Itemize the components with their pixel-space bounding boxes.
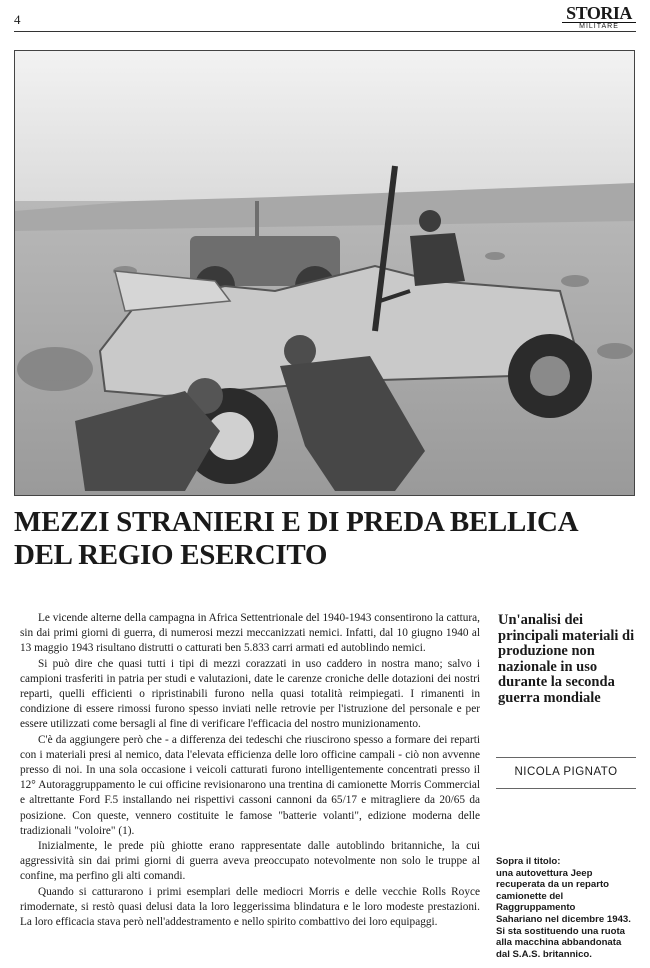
body-paragraph: Le vicende alterne della campagna in Africa Settentrionale del 1940-1943 consentirono la cattura, sin dai primi giorni di guerra, di numerosi mezzi meccanizzati nemici. Infatti, dal 10 giugno 1940 al 13 maggio 1943 risultano distrutti o catturati ben 5.833 carri armati ed autoblindo nemici. (20, 612, 480, 655)
masthead-subtitle: MILITARE (562, 22, 636, 32)
caption-line: camionette del Raggruppamento (496, 890, 576, 914)
body-paragraph: Quando si catturarono i primi esemplari delle mediocri Morris e delle vecchie Rolls Royce rimodernate, si restò quasi delusi data la loro leggerissima blindatura e le loro modeste prestazioni. La loro efficacia stava però nell'addestramento e nello spirito combattivo dei loro equipaggi. (20, 885, 480, 929)
jeep-photo-illustration (15, 51, 634, 495)
body-paragraph: C'è da aggiungere però che - a differenza dei tedeschi che riuscirono spesso a formare dei reparti con i materiali presi al nemico, data l'elevata efficienza delle loro officine campali - ciò non avvenne presso di noi. In una sola occasione i veicoli catturati furono intelligentemente concentrati presso il 12° Autoraggruppamento le cui officine revisionarono una trentina di camionette Morris Commercial e altrettante Ford F.5 installando nei rispettivi cassoni cannoni da 65/17 e mitragliere da 20/65 da posizione. Con queste, vennero costituite le famose "batterie volanti", edizione moderna delle tradizionali "voloire" (1). (20, 733, 480, 837)
page-number: 4 (14, 12, 21, 27)
article-headline (14, 506, 634, 572)
author-name: NICOLA PIGNATO (514, 766, 618, 778)
caption-line: recuperata da un reparto (496, 879, 610, 891)
jeep-photograph (14, 50, 635, 496)
masthead-title: STORIA (566, 3, 632, 23)
article-body (20, 611, 480, 930)
photo-caption (496, 856, 641, 960)
caption-line: Sopra il titolo: (496, 856, 561, 867)
headline-line-2: DEL REGIO ESERCITO (14, 539, 328, 571)
body-paragraph: Si può dire che quasi tutti i tipi di mezzi corazzati in uso caddero in nostra mano; salvo i campioni trasferiti in patria per studi e valutazioni, date le carenze croniche delle dotazioni dei nostri reparti, quelli efficienti o ripristinabili furono nella quasi totalità reimpiegati. I rimanenti in condizione di essere rimossi furono spesso inviati nelle retrovie per l'istruzione del personale e per essere utilizzati come bersagli al fine di verificare l'efficacia del nostro munizionamento. (20, 657, 480, 731)
caption-line: alla macchina abbandonata (496, 937, 622, 949)
caption-line: Si sta sostituendo una ruota (496, 925, 625, 937)
caption-line: Sahariano nel dicembre 1943. (496, 913, 631, 925)
header-rule (14, 31, 636, 32)
author-rule (496, 788, 636, 789)
caption-line: una autovettura Jeep (496, 867, 593, 879)
caption-line: dal S.A.S. britannico. (496, 948, 592, 960)
magazine-masthead (562, 4, 636, 32)
article-standfirst: Un'analisi dei principali materiali di produzione non nazionale in uso durante la seconda guerra mondiale (498, 612, 635, 706)
headline-line-1: MEZZI STRANIERI E DI PREDA BELLICA (14, 506, 579, 538)
body-paragraph: Inizialmente, le prede più ghiotte erano rappresentate dalle autoblindo britanniche, la cui aggressività sin dai primi giorni di guerra aveva preoccupato notevolmente non solo le truppe al confine, ma perfino gli alti comandi. (20, 840, 480, 883)
author-rule (496, 757, 636, 758)
